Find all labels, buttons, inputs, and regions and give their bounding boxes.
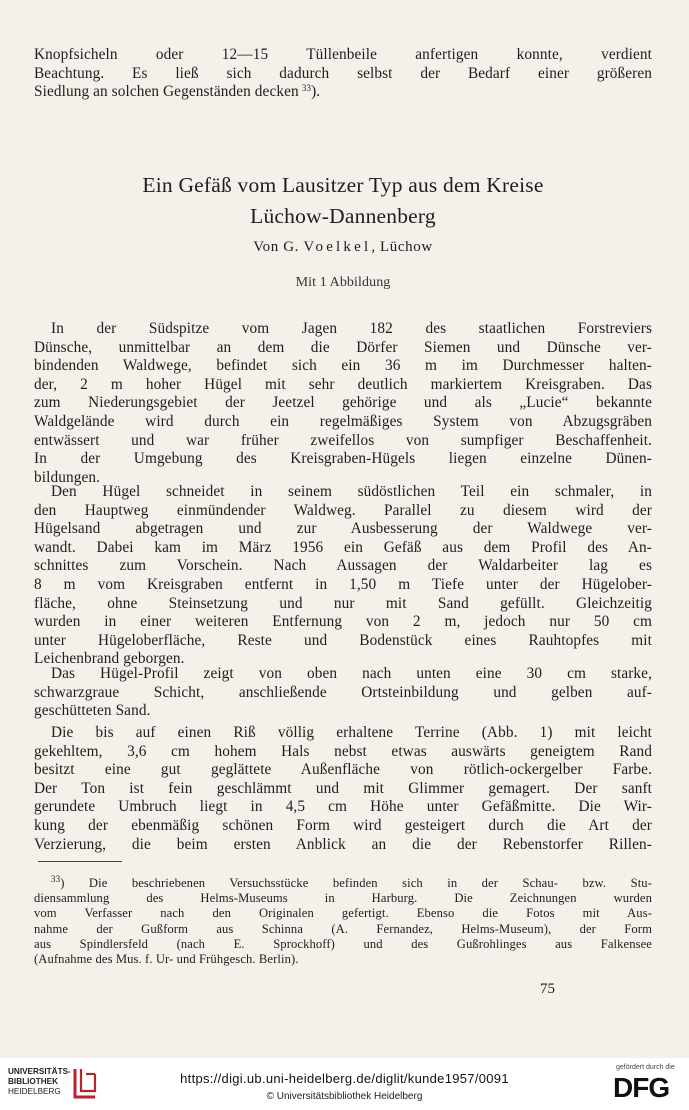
footnote-reference[interactable]: 33 <box>301 83 312 94</box>
library-name: UNIVERSITÄTS- BIBLIOTHEK HEIDELBERG <box>8 1067 71 1096</box>
text-line: Leichenbrand geborgen. <box>34 650 185 668</box>
text-line: Verzierung, die beim ersten Anblick an die der Rebenstorfer Rillen- <box>34 835 652 853</box>
footnote <box>34 876 652 967</box>
text-line: Hügelsand abgetragen und zur Ausbesserung der Waldwege ver- <box>34 520 652 538</box>
footnote-line: $^{33}$) Die beschriebenen Versuchsstücke befinden sich in der Schau- bzw. Stu- <box>51 874 652 890</box>
text-line: geschütteten Sand. <box>34 702 151 720</box>
article-title <box>34 171 652 230</box>
text-line: Das Hügel-Profil zeigt von oben nach unten eine 30 cm starke, <box>51 665 652 682</box>
footnote-line: (Aufnahme des Mus. f. Ur- und Frühgesch. Berlin). <box>34 952 299 967</box>
text-line: gerundete Umbruch liegt in 4,5 cm Höhe unter Gefäßmitte. Die Wir- <box>34 798 652 816</box>
text-line: Der Ton ist fein geschlämmt und mit Glimmer gemagert. Der sanft <box>34 779 652 797</box>
author-line: Von G. Voelkel, Lüchow <box>253 239 433 255</box>
text-line: Die bis auf einen Riß völlig erhaltene Terrine (Abb. 1) mit leicht <box>51 724 652 741</box>
dfg-logo: DFG <box>613 1072 670 1103</box>
text-line: kung der ebenmäßig schönen Form wird gesteigert durch die Art der <box>34 816 652 834</box>
text-line: Knopfsicheln oder 12—15 Tüllenbeile anfertigen konnte, verdient <box>34 46 652 63</box>
text-line: fläche, ohne Steinsetzung und nur mit Sand gefüllt. Gleichzeitig <box>34 594 652 612</box>
paragraph-4 <box>34 724 652 854</box>
paragraph-3 <box>34 665 652 721</box>
footnote-marker: 33 <box>51 874 61 884</box>
text-line: gekehltem, 3,6 cm hohem Hals nebst etwas auswärts geneigtem Rand <box>34 742 652 760</box>
title-line-1: Ein Gefäß vom Lausitzer Typ aus dem Kreise <box>142 173 544 197</box>
footnote-line: nahme der Gußform aus Schinna (A. Fernandez, Helms-Museum), der Form <box>34 921 652 936</box>
title-line-2: Lüchow-Dannenberg <box>250 204 436 228</box>
funding-note: gefördert durch die <box>616 1064 675 1071</box>
text-line: wandt. Dabei kam im März 1956 ein Gefäß aus dem Profil des An- <box>34 538 652 556</box>
text-line: bindenden Waldwege, befindet sich ein 36 m im Durchmesser halten- <box>34 357 652 375</box>
text-line: In der Umgebung des Kreisgraben-Hügels liegen einzelne Dünen- <box>34 450 652 468</box>
text-line: der, 2 m hoher Hügel mit sehr deutlich markiertem Kreisgraben. Das <box>34 375 652 393</box>
text-line: bildungen. <box>34 468 101 486</box>
footnote-divider <box>38 861 122 862</box>
text-line: Beachtung. Es ließ sich dadurch selbst der Bedarf einer größeren <box>34 64 652 82</box>
permalink[interactable]: https://digi.ub.uni-heidelberg.de/diglit/kunde1957/0091 <box>180 1071 509 1086</box>
text-line: zum Niederungsgebiet der Jeetzel gehörige und als „Lucie“ bekannte <box>34 394 652 412</box>
text-line: Dünsche, unmittelbar an dem die Dörfer Siemen und Dünsche ver- <box>34 338 652 356</box>
text-line: den Hauptweg einmündender Waldweg. Parallel zu diesem wird der <box>34 501 652 519</box>
copyright-notice: © Universitätsbibliothek Heidelberg <box>266 1091 423 1102</box>
footnote-line: diensammlung des Helms-Museums in Harburg. Die Zeichnungen wurden <box>34 891 652 906</box>
text-line: wurden in einer weiteren Entfernung von 2 m, jedoch nur 50 cm <box>34 613 652 631</box>
paragraph-1 <box>34 320 652 487</box>
page-number: 75 <box>540 981 555 997</box>
footnote-line: aus Spindlersfeld (nach E. Sprockhoff) und des Gußrohlinges aus Falkensee <box>34 936 652 951</box>
text-line: In der Südspitze vom Jagen 182 des staatlichen Forstreviers <box>51 320 652 337</box>
intro-paragraph <box>34 46 652 102</box>
text-line: Siedlung an solchen Gegenständen decken $^{33}$). <box>34 83 321 101</box>
text-line: entwässert und war früher zweifellos von sumpfiger Beschaffenheit. <box>34 431 652 449</box>
text-line: Waldgelände wird durch ein regelmäßiges System von Abzugsgräben <box>34 412 652 430</box>
author-name: Voelkel <box>303 239 372 255</box>
text-line: besitzt eine gut geglättete Außenfläche von rötlich-ockergelber Farbe. <box>34 761 652 779</box>
digitization-footer <box>0 1058 689 1110</box>
footnote-line: vom Verfasser nach den Originalen gefertigt. Ebenso die Fotos mit Aus- <box>34 906 652 921</box>
text-line: 8 m vom Kreisgraben entfernt in 1,50 m Tiefe unter der Hügelober- <box>34 575 652 593</box>
text-line: Den Hügel schneidet in seinem südöstlichen Teil ein schmaler, in <box>51 483 652 500</box>
text-line: schwarzgraue Schicht, anschließende Ortsteinbildung und gelben auf- <box>34 683 652 701</box>
figure-note: Mit 1 Abbildung <box>295 275 391 290</box>
text-line: unter Hügeloberfläche, Reste und Bodenstück eines Rauhtopfes mit <box>34 631 652 649</box>
text-line: schnittes zum Vorschein. Nach Aussagen der Waldarbeiter lag es <box>34 557 652 575</box>
paragraph-2 <box>34 483 652 669</box>
